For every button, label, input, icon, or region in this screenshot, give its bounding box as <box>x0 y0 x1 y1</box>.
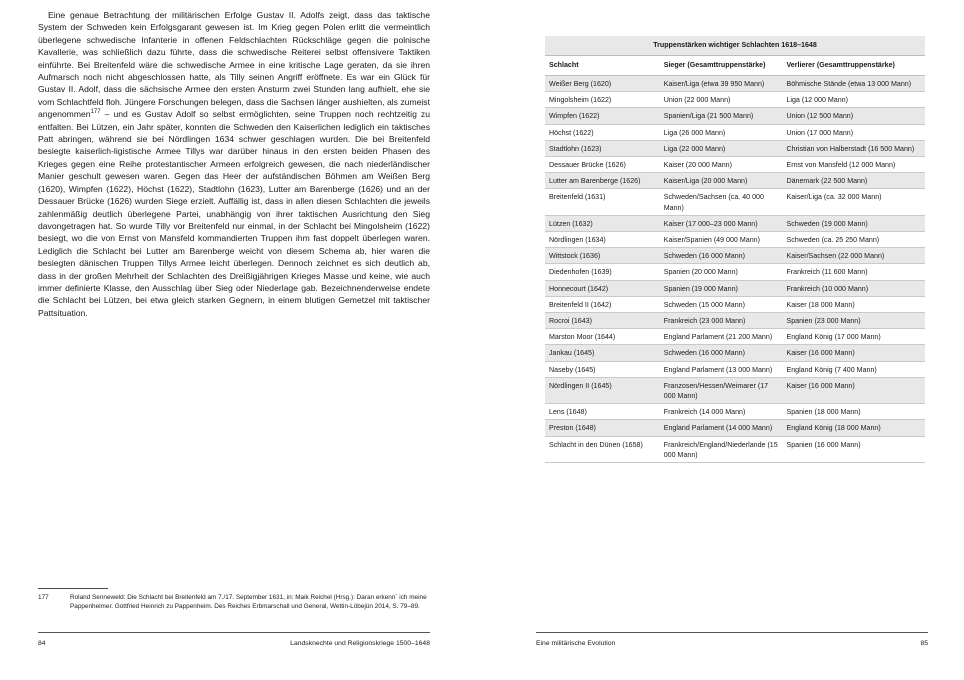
loser-cell: Kaiser (16 000 Mann) <box>782 377 925 403</box>
loser-cell: Union (12 500 Mann) <box>782 108 925 124</box>
table-row <box>545 329 925 345</box>
table-row <box>545 108 925 124</box>
table-row <box>545 436 925 462</box>
table-row <box>545 280 925 296</box>
column-header-loser: Verlierer (Gesamttruppenstärke) <box>782 56 925 76</box>
table-row <box>545 173 925 189</box>
battle-name-cell: Jankau (1645) <box>545 345 660 361</box>
table-row <box>545 264 925 280</box>
loser-cell: Ernst von Mansfeld (12 000 Mann) <box>782 157 925 173</box>
column-header-battle: Schlacht <box>545 56 660 76</box>
footnote-separator <box>38 588 108 589</box>
battle-name-cell: Wittstock (1636) <box>545 248 660 264</box>
table-row <box>545 420 925 436</box>
loser-cell: Spanien (23 000 Mann) <box>782 313 925 329</box>
victor-cell: Liga (26 000 Mann) <box>660 124 783 140</box>
footnote <box>38 593 430 611</box>
battle-name-cell: Naseby (1645) <box>545 361 660 377</box>
paragraph-part-1: Eine genaue Betrachtung der militärischen Erfolge Gustav II. Adolfs zeigt, dass das taktische System der Schweden kein Erfolgsgarant gewesen ist. Im Krieg gegen Polen erlitt die vermeintlich überlegene schwedische Infanterie in offenen Feldschlachten Rückschläge gegen die polnische Kavallerie, was schließlich dazu führte, dass die schwedische Reiterei selbst offensivere Taktiken einführte. Bei Breitenfeld wäre die schwedische Armee in eine kritische Lage geraten, da sie ihren Aufmarsch noch nicht abgeschlossen hatte, als Tilly seinen Angriff eröffnete. Es war ein Glück für Gustav II. Adolf, dass die sächsische Armee den ersten Ansturm zwei Stunden lang aufhielt, ehe sie vom Schlachtfeld floh. Jüngere Forschungen belegen, dass die Sachsen länger aushielten, als zumeist angenommen <box>38 10 430 120</box>
footnote-reference[interactable]: 177 <box>90 109 101 116</box>
victor-cell: Spanien (19 000 Mann) <box>660 280 783 296</box>
battle-name-cell: Mingolsheim (1622) <box>545 92 660 108</box>
victor-cell: Spanien (20 000 Mann) <box>660 264 783 280</box>
loser-cell: Union (17 000 Mann) <box>782 124 925 140</box>
battle-name-cell: Marston Moor (1644) <box>545 329 660 345</box>
loser-cell: Kaiser (18 000 Mann) <box>782 296 925 312</box>
victor-cell: Liga (22 000 Mann) <box>660 140 783 156</box>
battle-name-cell: Stadtlohn (1623) <box>545 140 660 156</box>
victor-cell: Frankreich (23 000 Mann) <box>660 313 783 329</box>
victor-cell: Kaiser (20 000 Mann) <box>660 157 783 173</box>
loser-cell: Liga (12 000 Mann) <box>782 92 925 108</box>
loser-cell: Kaiser/Sachsen (22 000 Mann) <box>782 248 925 264</box>
table-row <box>545 92 925 108</box>
paragraph-part-2: – und es Gustav Adolf so selbst ermöglichten, seine Truppen noch rechtzeitig zu entfalten. Bei Lützen, ein Jahr später, konnten die Schweden den Kaiserlichen lediglich ein taktisches Patt abringen, während sie bei Nördlingen 1634 schwer geschlagen wurden. Die bei Breitenfeld besiegte kaiserlich-ligistische Armee Tillys war darüber hinaus in den ersten beiden Phasen des Krieges gegen eine Reihe protestantischer Armeen erfolgreich gewesen, die nach niederländischer Manier geschult gewesen waren. Gegen das Heer der aufständischen Böhmen am Weißen Berg (1620), Wimpfen (1622), Höchst (1622), Stadtlohn (1623), Lutter am Barenberge (1626) und an der Dessauer Brücke (1626) wurden Siege erzielt. Auffällig ist, dass in allen diesen Schlachten die jeweils zahlenmäßig deutlich überlegene Partei, unabhängig von ihrer taktischen Ausrichtung den Sieg davongetragen hat. So wurde Tilly vor Breitenfeld nur einmal, in der Schlacht bei Mingolsheim (1622) besiegt, wo die von Ernst von Mansfeld kommandierten Truppen ihm fast doppelt überlegen waren. Lediglich die Schlacht bei Lutter am Barenberge weicht von diesem Schema ab, hier waren die besiegten dänischen Truppen Tillys Armee leicht überlegen. Dennoch zeichnet es sich deutlich ab, dass in der großen Mehrheit der Schlachten des Dreißigjährigen Krieges Masse und keine, wie auch immer definierte Klasse, den Ausschlag über Sieg oder Niederlage gab. Bezeichnenderweise endete die Schlacht bei Lützen, bei etwa gleich starken Gegnern, in einem blutigen Gemetzel mit taktischer Pattsituation. <box>38 109 430 318</box>
loser-cell: England König (18 000 Mann) <box>782 420 925 436</box>
body-paragraph <box>38 9 430 319</box>
footnote-text: Roland Senneweld: Die Schlacht bei Breitenfeld am 7./17. September 1631, in: Maik Reichel (Hrsg.): Daran erkenn´ ich meine Pappenheimer. Gottfried Heinrich zu Pappenheim. Des Reiches Erbmarschall und General, Wettin-Löbejün 2014, S. 79–89. <box>70 594 427 610</box>
table-row <box>545 124 925 140</box>
victor-cell: England Parlament (14 000 Mann) <box>660 420 783 436</box>
loser-cell: Dänemark (22 500 Mann) <box>782 173 925 189</box>
battle-name-cell: Wimpfen (1622) <box>545 108 660 124</box>
victor-cell: Schweden (16 000 Mann) <box>660 248 783 264</box>
victor-cell: Franzosen/Hessen/Weimarer (17 000 Mann) <box>660 377 783 403</box>
battle-name-cell: Preston (1648) <box>545 420 660 436</box>
table-row <box>545 140 925 156</box>
loser-cell: Christian von Halberstadt (16 500 Mann) <box>782 140 925 156</box>
victor-cell: Kaiser (17 000–23 000 Mann) <box>660 215 783 231</box>
victor-cell: Kaiser/Liga (etwa 39 950 Mann) <box>660 76 783 92</box>
right-running-title: Eine militärische Evolution <box>536 640 616 647</box>
table-row <box>545 404 925 420</box>
battle-name-cell: Breitenfeld II (1642) <box>545 296 660 312</box>
table-row <box>545 76 925 92</box>
victor-cell: Schweden (15 000 Mann) <box>660 296 783 312</box>
troop-strength-table <box>545 36 925 463</box>
table-row <box>545 296 925 312</box>
battle-name-cell: Lutter am Barenberge (1626) <box>545 173 660 189</box>
battle-name-cell: Schlacht in den Dünen (1658) <box>545 436 660 462</box>
battle-name-cell: Weißer Berg (1620) <box>545 76 660 92</box>
victor-cell: England Parlament (21 200 Mann) <box>660 329 783 345</box>
loser-cell: Spanien (16 000 Mann) <box>782 436 925 462</box>
victor-cell: Union (22 000 Mann) <box>660 92 783 108</box>
battle-name-cell: Nördlingen (1634) <box>545 232 660 248</box>
right-page-number: 85 <box>920 640 928 647</box>
victor-cell: Schweden/Sachsen (ca. 40 000 Mann) <box>660 189 783 215</box>
loser-cell: England König (7 400 Mann) <box>782 361 925 377</box>
table-row <box>545 345 925 361</box>
victor-cell: Frankreich (14 000 Mann) <box>660 404 783 420</box>
battle-name-cell: Lützen (1632) <box>545 215 660 231</box>
table-row <box>545 361 925 377</box>
loser-cell: Schweden (19 000 Mann) <box>782 215 925 231</box>
battle-name-cell: Höchst (1622) <box>545 124 660 140</box>
victor-cell: England Parlament (13 000 Mann) <box>660 361 783 377</box>
footnote-number: 177 <box>38 594 49 601</box>
battle-name-cell: Breitenfeld (1631) <box>545 189 660 215</box>
victor-cell: Kaiser/Spanien (49 000 Mann) <box>660 232 783 248</box>
left-page-number: 84 <box>38 640 46 647</box>
loser-cell: Böhmische Stände (etwa 13 000 Mann) <box>782 76 925 92</box>
left-running-title: Landsknechte und Religionskriege 1500–1648 <box>290 640 430 647</box>
loser-cell: Frankreich (11 600 Mann) <box>782 264 925 280</box>
left-footer-rule <box>38 632 430 633</box>
loser-cell: Spanien (18 000 Mann) <box>782 404 925 420</box>
table-row <box>545 377 925 403</box>
victor-cell: Kaiser/Liga (20 000 Mann) <box>660 173 783 189</box>
body-text <box>38 9 430 319</box>
table-row <box>545 313 925 329</box>
table-row <box>545 189 925 215</box>
right-footer-rule <box>536 632 928 633</box>
battle-name-cell: Nördlingen II (1645) <box>545 377 660 403</box>
victor-cell: Frankreich/England/Niederlande (15 000 Mann) <box>660 436 783 462</box>
victor-cell: Spanien/Liga (21 500 Mann) <box>660 108 783 124</box>
victor-cell: Schweden (16 000 Mann) <box>660 345 783 361</box>
battle-name-cell: Lens (1648) <box>545 404 660 420</box>
battle-name-cell: Rocroi (1643) <box>545 313 660 329</box>
loser-cell: Kaiser (16 000 Mann) <box>782 345 925 361</box>
column-header-victor: Sieger (Gesamttruppenstärke) <box>660 56 783 76</box>
loser-cell: Schweden (ca. 25 250 Mann) <box>782 232 925 248</box>
table-row <box>545 232 925 248</box>
battle-name-cell: Honnecourt (1642) <box>545 280 660 296</box>
loser-cell: Frankreich (10 000 Mann) <box>782 280 925 296</box>
battle-name-cell: Diedenhofen (1639) <box>545 264 660 280</box>
table-caption: Truppenstärken wichtiger Schlachten 1618–1648 <box>545 36 925 56</box>
table-row <box>545 215 925 231</box>
battle-name-cell: Dessauer Brücke (1626) <box>545 157 660 173</box>
table-row <box>545 157 925 173</box>
table-row <box>545 248 925 264</box>
loser-cell: England König (17 000 Mann) <box>782 329 925 345</box>
loser-cell: Kaiser/Liga (ca. 32 000 Mann) <box>782 189 925 215</box>
